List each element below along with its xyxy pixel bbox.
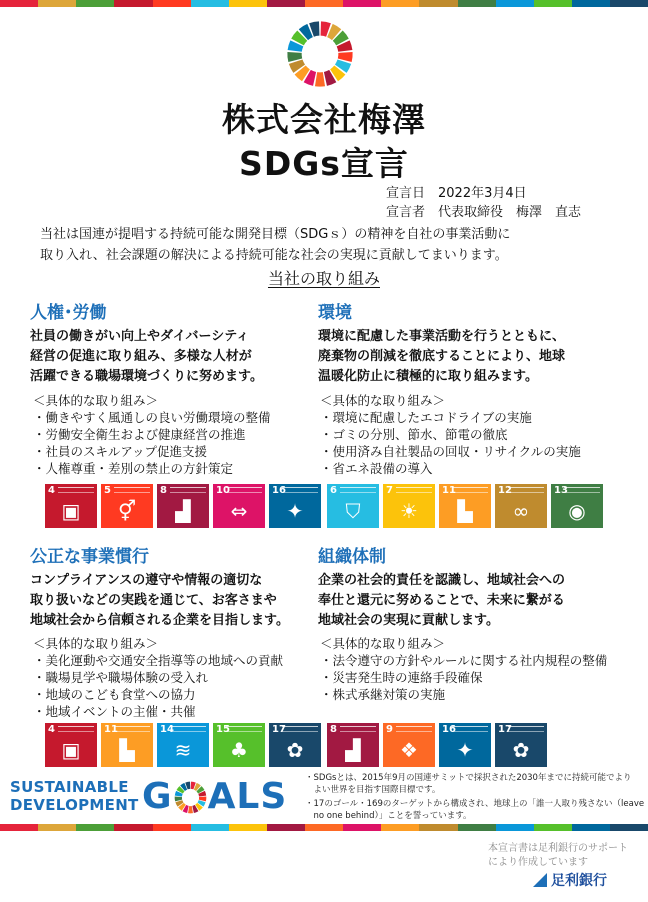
- stripe-segment: [191, 0, 229, 7]
- section-body-environment: [318, 327, 618, 387]
- section-body-organization: [318, 571, 618, 631]
- sdg-icons-human-rights: [45, 484, 321, 528]
- sdg-goal-13-icon: [551, 484, 603, 528]
- body-line: 地域社会の実現に貢献します。: [318, 613, 499, 628]
- sdg-goal-8-icon: [157, 484, 209, 528]
- section-title-fair-practices: 公正な事業慣行: [30, 547, 149, 567]
- body-line: コンプライアンスの遵守や情報の適切な: [30, 573, 263, 588]
- sdg-goal-caption-lines: [114, 487, 150, 493]
- stripe-segment: [534, 0, 572, 7]
- support-note: [488, 842, 628, 870]
- list-item: ・労働安全衛生および健康経営の推進: [33, 427, 246, 442]
- sdg-goal-number: 6: [330, 485, 337, 496]
- sdg-icons-organization: [327, 723, 547, 767]
- section-body-fair-practices: [30, 571, 330, 631]
- body-line: 奉仕と還元に努めることで、未来に繋がる: [318, 593, 565, 608]
- sdg-goal-pictogram: ▟: [345, 738, 361, 762]
- list-environment: [320, 409, 620, 477]
- list-item: ・ゴミの分別、節水、節電の徹底: [320, 427, 508, 442]
- stripe-segment: [153, 824, 191, 831]
- sdg-goal-caption-lines: [170, 726, 206, 732]
- sdg-goal-pictogram: ≋: [174, 738, 192, 762]
- sdg-goal-pictogram: ♣: [230, 738, 248, 762]
- logo-goals-g: G: [142, 776, 173, 817]
- sdg-goal-caption-lines: [508, 487, 544, 493]
- bank-mark-icon: [533, 873, 547, 887]
- sdg-goal-number: 15: [216, 724, 230, 735]
- sdg-goal-caption-lines: [452, 726, 488, 732]
- sub-label-fair-practices: ＜具体的な取り組み＞: [33, 636, 159, 651]
- list-human-rights: [33, 409, 333, 477]
- sustainable-development-goals-logo: [8, 774, 298, 820]
- sdg-goal-number: 13: [554, 485, 568, 496]
- sdg-goal-4-icon: [45, 723, 97, 767]
- sdg-goal-number: 4: [48, 485, 55, 496]
- sdg-goal-pictogram: ◉: [568, 499, 586, 523]
- stripe-segment: [496, 0, 534, 7]
- stripe-segment: [0, 824, 38, 831]
- logo-text: [10, 778, 139, 814]
- sdg-goal-pictogram: ✦: [456, 738, 474, 762]
- list-fair-practices: [33, 652, 333, 720]
- stripe-segment: [76, 824, 114, 831]
- stripe-segment: [114, 0, 152, 7]
- sdg-goal-12-icon: [495, 484, 547, 528]
- sdg-goal-number: 5: [104, 485, 111, 496]
- sdg-goal-pictogram: ✿: [512, 738, 530, 762]
- stripe-segment: [610, 824, 648, 831]
- sdg-goal-caption-lines: [452, 487, 488, 493]
- company-name-title: 株式会社梅澤: [222, 100, 426, 139]
- body-line: 温暖化防止に積極的に取り組みます。: [318, 369, 538, 384]
- sub-label-organization: ＜具体的な取り組み＞: [320, 636, 446, 651]
- sdg-goal-pictogram: ⇔: [230, 499, 248, 523]
- sdg-goal-number: 17: [272, 724, 286, 735]
- sdg-goal-8-icon: [327, 723, 379, 767]
- sdg-goal-number: 16: [442, 724, 456, 735]
- sdg-goal-pictogram: ⛉: [345, 499, 361, 523]
- initiatives-subtitle-text: 当社の取り組み: [267, 269, 380, 288]
- sdg-goal-caption-lines: [170, 487, 206, 493]
- sdg-goal-17-icon: [495, 723, 547, 767]
- sdg-goal-pictogram: ▙: [457, 499, 473, 523]
- sdg-goal-caption-lines: [396, 487, 432, 493]
- stripe-segment: [343, 824, 381, 831]
- sdg-goal-7-icon: [383, 484, 435, 528]
- sdg-goal-number: 11: [442, 485, 456, 496]
- sdg-goal-number: 14: [160, 724, 174, 735]
- declaration-date: 宣言日 2022年3月4日: [386, 186, 527, 201]
- sdg-goal-number: 8: [330, 724, 337, 735]
- section-title-organization: 組織体制: [318, 547, 386, 567]
- top-color-stripe: [0, 0, 648, 7]
- section-title-environment: 環境: [318, 303, 352, 323]
- sdg-goal-16-icon: [269, 484, 321, 528]
- note-line: no one behind）」ことを誓っています。: [305, 811, 472, 821]
- body-line: 環境に配慮した事業活動を行うとともに、: [318, 329, 566, 344]
- stripe-segment: [0, 0, 38, 7]
- sdgs-declaration-title: SDGs宣言: [239, 144, 409, 183]
- sdg-goal-caption-lines: [226, 726, 262, 732]
- stripe-segment: [458, 0, 496, 7]
- sdg-goal-9-icon: [383, 723, 435, 767]
- body-line: 廃棄物の削減を徹底することにより、地球: [318, 349, 566, 364]
- sdgs-note-1: [305, 772, 631, 796]
- sdg-goal-pictogram: ▣: [61, 738, 81, 762]
- list-item: ・法令遵守の方針やルールに関する社内規程の整備: [320, 653, 608, 668]
- stripe-segment: [305, 824, 343, 831]
- body-line: 社員の働きがい向上やダイバーシティ: [30, 329, 250, 344]
- sdg-goal-caption-lines: [340, 726, 376, 732]
- sdg-wheel-logo: [286, 20, 354, 88]
- logo-line-sustainable: SUSTAINABLE: [10, 778, 129, 796]
- stripe-segment: [267, 824, 305, 831]
- sdg-goal-14-icon: [157, 723, 209, 767]
- sdg-goal-pictogram: ▣: [61, 499, 81, 523]
- sdg-goal-caption-lines: [396, 726, 432, 732]
- stripe-segment: [38, 824, 76, 831]
- sub-label-human-rights: ＜具体的な取り組み＞: [33, 393, 159, 408]
- list-item: ・株式承継対策の実施: [320, 687, 446, 702]
- sdg-goal-pictogram: ▟: [175, 499, 191, 523]
- wheel-segment: [188, 805, 193, 812]
- sdg-goal-pictogram: ❖: [400, 738, 418, 762]
- sdg-goal-pictogram: ✦: [286, 499, 304, 523]
- sdg-goal-10-icon: [213, 484, 265, 528]
- list-item: ・環境に配慮したエコドライブの実施: [320, 410, 532, 425]
- sdg-goal-caption-lines: [282, 726, 318, 732]
- sdg-goal-number: 4: [48, 724, 55, 735]
- sdg-goal-caption-lines: [564, 487, 600, 493]
- sdg-goal-6-icon: [327, 484, 379, 528]
- stripe-segment: [38, 0, 76, 7]
- list-organization: [320, 652, 620, 703]
- sdg-goal-caption-lines: [58, 726, 94, 732]
- stripe-segment: [496, 824, 534, 831]
- sdg-goal-caption-lines: [114, 726, 150, 732]
- list-item: ・使用済み自社製品の回収・リサイクルの実施: [320, 444, 581, 459]
- bank-name: 足利銀行: [551, 873, 607, 889]
- list-item: ・地域イベントの主催・共催: [33, 704, 196, 719]
- sdg-goal-pictogram: ✿: [286, 738, 304, 762]
- logo-line-development: DEVELOPMENT: [10, 796, 139, 814]
- body-line: 地域社会から信頼される企業を目指します。: [30, 613, 289, 628]
- list-item: ・地域のこども食堂への協力: [33, 687, 196, 702]
- sdg-goal-number: 16: [272, 485, 286, 496]
- sdg-goal-number: 7: [386, 485, 393, 496]
- body-line: 企業の社会的責任を認識し、地域社会への: [318, 573, 566, 588]
- stripe-segment: [229, 0, 267, 7]
- sdg-goal-caption-lines: [226, 487, 262, 493]
- sdg-goal-4-icon: [45, 484, 97, 528]
- list-item: ・職場見学や職場体験の受入れ: [33, 670, 209, 685]
- list-item: ・災害発生時の連絡手段確保: [320, 670, 483, 685]
- sdg-goal-pictogram: ⚥: [117, 499, 137, 523]
- support-note-line: 本宣言書は足利銀行のサポート: [488, 843, 628, 854]
- stripe-segment: [153, 0, 191, 7]
- stripe-segment: [572, 0, 610, 7]
- body-line: 経営の促進に取り組み、多様な人材が: [30, 349, 252, 364]
- note-line: ・SDGsとは、2015年9月の国連サミットで採択された2030年までに持続可能でより: [305, 773, 632, 783]
- sdg-goal-caption-lines: [282, 487, 318, 493]
- note-line: よい世界を目指す国際目標です。: [305, 785, 441, 795]
- logo-goals-word: [142, 774, 287, 820]
- intro-line-2: 取り入れ、社会課題の解決による持続可能な社会の実現に貢献してまいります。: [40, 248, 508, 263]
- sdg-goal-16-icon: [439, 723, 491, 767]
- stripe-segment: [381, 824, 419, 831]
- section-body-human-rights: [30, 327, 330, 387]
- sdg-goal-number: 8: [160, 485, 167, 496]
- stripe-segment: [534, 824, 572, 831]
- sdg-icons-fair-practices: [45, 723, 321, 767]
- stripe-segment: [191, 824, 229, 831]
- stripe-segment: [76, 0, 114, 7]
- sdg-goal-caption-lines: [508, 726, 544, 732]
- stripe-segment: [229, 824, 267, 831]
- section-title-human-rights: 人権･労働: [30, 303, 107, 323]
- body-line: 取り扱いなどの実践を通じて、お客さまや: [30, 593, 277, 608]
- stripe-segment: [419, 824, 457, 831]
- body-line: 活躍できる職場環境づくりに努めます。: [30, 369, 263, 384]
- logo-goals-rest: ALS: [207, 776, 288, 817]
- sdg-goal-11-icon: [439, 484, 491, 528]
- sdg-goal-number: 9: [386, 724, 393, 735]
- stripe-segment: [305, 0, 343, 7]
- list-item: ・人権尊重・差別の禁止の方針策定: [33, 461, 234, 476]
- declaration-signer: 宣言者 代表取締役 梅澤 直志: [386, 205, 582, 220]
- stripe-segment: [267, 0, 305, 7]
- stripe-segment: [458, 824, 496, 831]
- list-item: ・働きやすく風通しの良い労働環境の整備: [33, 410, 271, 425]
- stripe-segment: [610, 0, 648, 7]
- sdg-icons-environment: [327, 484, 603, 528]
- sdg-goal-11-icon: [101, 723, 153, 767]
- sdg-goal-number: 11: [104, 724, 118, 735]
- sdg-goal-pictogram: ☀: [400, 499, 418, 523]
- stripe-segment: [381, 0, 419, 7]
- list-item: ・省エネ設備の導入: [320, 461, 433, 476]
- list-item: ・美化運動や交通安全指導等の地域への貢献: [33, 653, 284, 668]
- sub-label-environment: ＜具体的な取り組み＞: [320, 393, 446, 408]
- goals-o-wheel-icon: [174, 781, 207, 814]
- wheel-segment: [315, 72, 325, 86]
- sdg-goal-number: 12: [498, 485, 512, 496]
- intro-line-1: 当社は国連が提唱する持続可能な開発目標（SDGｓ）の精神を自社の事業活動に: [40, 227, 511, 242]
- sdg-goal-caption-lines: [58, 487, 94, 493]
- stripe-segment: [343, 0, 381, 7]
- sdg-goal-caption-lines: [340, 487, 376, 493]
- initiatives-subtitle: [0, 266, 648, 289]
- support-note-line: により作成しています: [488, 857, 588, 868]
- bottom-color-stripe: [0, 824, 648, 831]
- stripe-segment: [572, 824, 610, 831]
- sdg-goal-15-icon: [213, 723, 265, 767]
- sdg-goal-pictogram: ▙: [119, 738, 135, 762]
- sdg-goal-pictogram: ∞: [512, 499, 530, 523]
- sdg-goal-5-icon: [101, 484, 153, 528]
- stripe-segment: [114, 824, 152, 831]
- sdg-goal-17-icon: [269, 723, 321, 767]
- list-item: ・社員のスキルアップ促進支援: [33, 444, 208, 459]
- sdgs-note-2: [305, 798, 644, 822]
- note-line: ・17のゴール・169のターゲットから構成され、地球上の「誰一人取り残さない（leave: [305, 799, 645, 809]
- sdg-goal-number: 10: [216, 485, 230, 496]
- sdg-goal-number: 17: [498, 724, 512, 735]
- bank-logo: [533, 870, 607, 890]
- stripe-segment: [419, 0, 457, 7]
